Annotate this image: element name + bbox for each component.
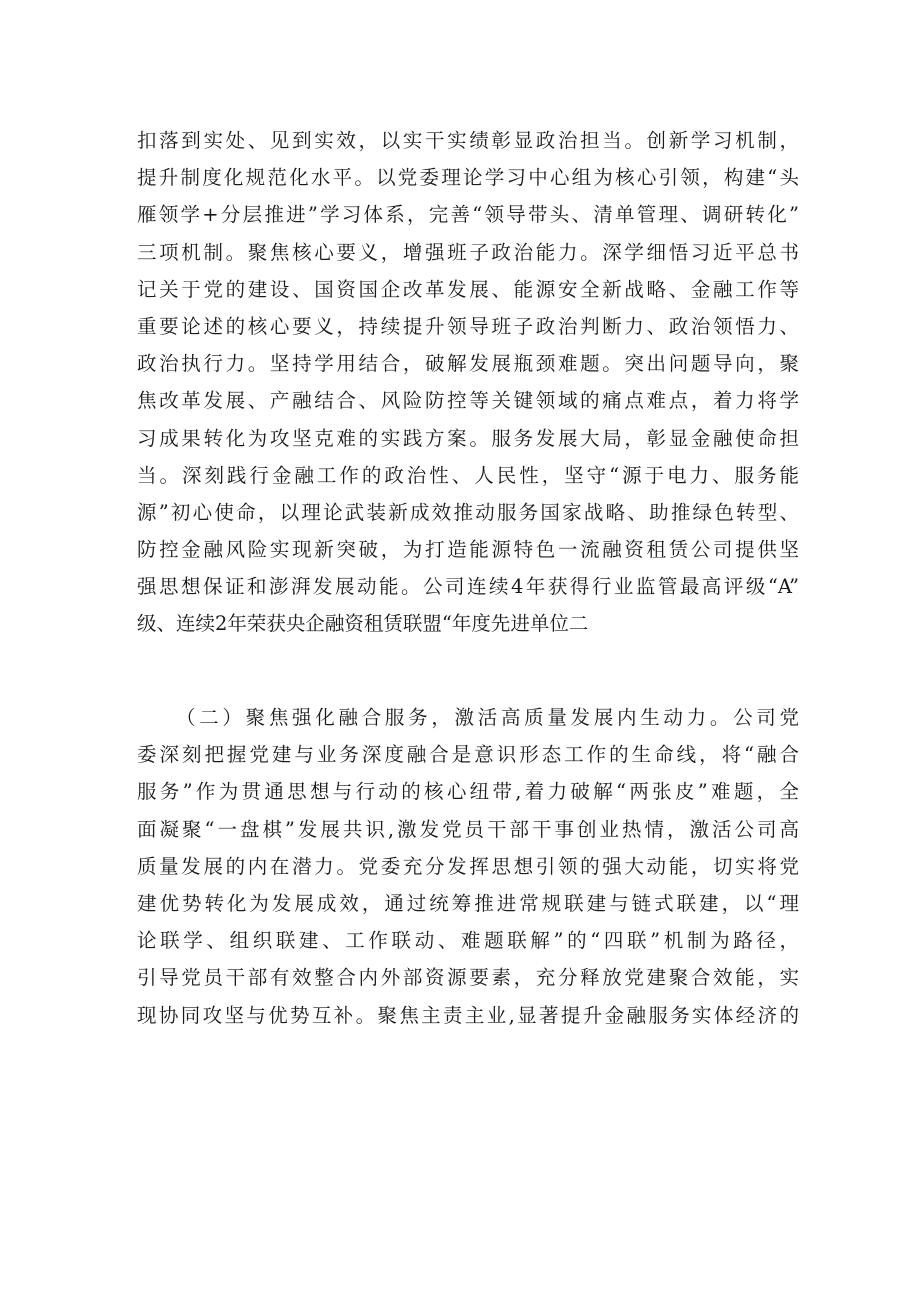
text-line: 当。深刻践行金融工作的政治性、人民性，坚守“源于电力、服务能 xyxy=(137,463,799,487)
text-line: 重要论述的核心要义，持续提升领导班子政治判断力、政治领悟力、 xyxy=(137,314,799,338)
paragraph-2 xyxy=(137,699,799,1034)
text-line: 委深刻把握党建与业务深度融合是意识形态工作的生命线，将“融合 xyxy=(137,743,799,767)
text-line: 级、连续2年荣获央企融资租赁联盟“年度先进单位二 xyxy=(137,612,589,636)
text-line: 强思想保证和澎湃发展动能。公司连续4年获得行业监管最高评级“A” xyxy=(137,575,799,599)
text-line: 服务”作为贯通思想与行动的核心纽带,着力破解“两张皮”难题，全 xyxy=(137,780,799,804)
text-line: 习成果转化为攻坚克难的实践方案。服务发展大局，彰显金融使命担 xyxy=(137,426,799,450)
text-line: 引导党员干部有效整合内外部资源要素，充分释放党建聚合效能，实 xyxy=(137,966,799,990)
text-line: 提升制度化规范化水平。以党委理论学习中心组为核心引领，构建“头 xyxy=(137,166,799,190)
text-line: 焦改革发展、产融结合、风险防控等关键领域的痛点难点，着力将学 xyxy=(137,389,799,413)
text-line: 论联学、组织联建、工作联动、难题联解”的“四联”机制为路径， xyxy=(137,929,799,953)
text-line: 政治执行力。坚持学用结合，破解发展瓶颈难题。突出问题导向，聚 xyxy=(137,352,799,376)
text-line: 记关于党的建设、国资国企改革发展、能源安全新战略、金融工作等 xyxy=(137,277,799,301)
text-line: 扣落到实处、见到实效，以实干实绩彰显政治担当。创新学习机制， xyxy=(137,129,799,152)
text-line: 建优势转化为发展成效，通过统筹推进常规联建与链式联建，以“理 xyxy=(137,891,799,915)
text-line: 源”初心使命，以理论武装新成效推动服务国家战略、助推绿色转型、 xyxy=(137,500,799,524)
text-line: 现协同攻坚与优势互补。聚焦主责主业,显著提升金融服务实体经济的 xyxy=(137,1003,799,1027)
text-line: 雁领学+分层推进”学习体系，完善“领导带头、清单管理、调研转化” xyxy=(137,203,799,227)
paragraph-1 xyxy=(137,122,799,643)
text-line: 三项机制。聚焦核心要义，增强班子政治能力。深学细悟习近平总书 xyxy=(137,240,799,264)
section-heading-line: （二）聚焦强化融合服务，激活高质量发展内生动力。公司党 xyxy=(176,706,799,729)
text-line: 质量发展的内在潜力。党委充分发挥思想引领的强大动能，切实将党 xyxy=(137,854,799,878)
text-line: 防控金融风险实现新突破，为打造能源特色一流融资租赁公司提供坚 xyxy=(137,538,799,562)
text-line: 面凝聚“一盘棋”发展共识,激发党员干部干事创业热情，激活公司高 xyxy=(137,817,799,841)
